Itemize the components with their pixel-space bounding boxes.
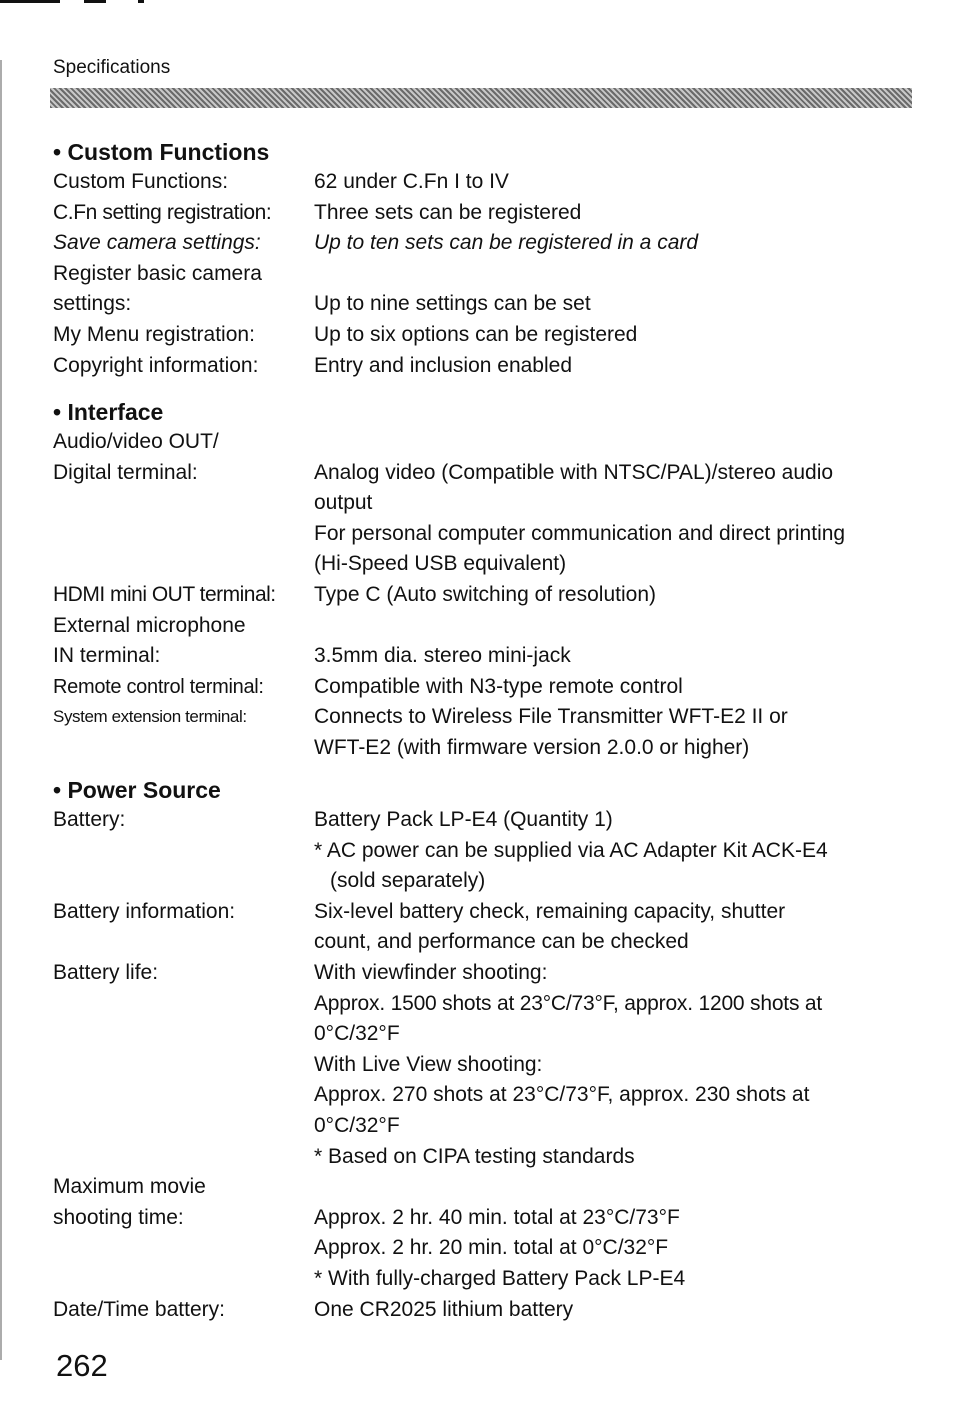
spec-row — [53, 458, 923, 489]
spec-label — [53, 733, 314, 764]
spec-row — [53, 733, 923, 764]
spec-value: With viewfinder shooting: — [314, 960, 548, 984]
scan-edge-mark — [0, 60, 2, 1360]
header-title: Specifications — [53, 57, 171, 78]
spec-row — [53, 1203, 923, 1234]
spec-row — [53, 927, 923, 958]
spec-value: For personal computer communication and direct printing — [314, 521, 846, 545]
spec-row — [53, 897, 923, 928]
section-custom-functions — [53, 137, 923, 381]
spec-value: Approx. 2 hr. 40 min. total at 23°C/73°F — [314, 1205, 680, 1229]
spec-value: Three sets can be registered — [314, 200, 582, 224]
spec-value: WFT-E2 (with firmware version 2.0.0 or higher) — [314, 735, 750, 759]
scan-edge-mark — [0, 0, 60, 3]
spec-value: (sold separately) — [330, 869, 486, 893]
header-divider-bar — [50, 88, 912, 108]
spec-value — [314, 259, 923, 290]
spec-label: Remote control terminal: — [53, 675, 264, 698]
spec-label: My Menu registration: — [53, 322, 255, 346]
spec-row — [53, 549, 923, 580]
spec-value: Up to six options can be registered — [314, 322, 638, 346]
section-title: • Power Source — [53, 777, 221, 803]
spec-row — [53, 1295, 923, 1326]
page-number: 262 — [56, 1348, 108, 1383]
spec-row — [53, 488, 923, 519]
spec-label: External microphone — [53, 613, 246, 637]
spec-value: Up to nine settings can be set — [314, 292, 591, 316]
spec-label — [53, 1050, 314, 1081]
spec-value: Connects to Wireless File Transmitter WFT-E2 II or — [314, 705, 788, 729]
spec-value: Approx. 270 shots at 23°C/73°F, approx. 230 shots at — [314, 1083, 810, 1107]
spec-row — [53, 672, 923, 703]
spec-label — [53, 1142, 314, 1173]
spec-row — [53, 198, 923, 229]
spec-label: System extension terminal: — [53, 707, 247, 727]
spec-row — [53, 989, 923, 1020]
spec-value: output — [314, 491, 373, 515]
spec-value: With Live View shooting: — [314, 1052, 543, 1076]
spec-label: Date/Time battery: — [53, 1297, 225, 1321]
spec-value: count, and performance can be checked — [314, 930, 689, 954]
spec-label — [53, 488, 314, 519]
spec-label — [53, 519, 314, 550]
spec-value: Approx. 1500 shots at 23°C/73°F, approx. 1200 shots at — [314, 991, 822, 1015]
scan-edge-mark — [84, 0, 106, 3]
spec-row — [53, 1111, 923, 1142]
spec-row — [53, 836, 923, 867]
section-title: • Custom Functions — [53, 139, 270, 165]
spec-label — [53, 927, 314, 958]
spec-value: Up to ten sets can be registered in a card — [314, 231, 699, 255]
spec-label — [53, 1080, 314, 1111]
spec-row — [53, 1233, 923, 1264]
scan-edge-mark — [138, 0, 144, 3]
spec-row — [53, 958, 923, 989]
spec-row — [53, 1019, 923, 1050]
spec-label: C.Fn setting registration: — [53, 200, 272, 224]
spec-row — [53, 320, 923, 351]
spec-label: Battery life: — [53, 960, 159, 984]
spec-value: 3.5mm dia. stereo mini-jack — [314, 644, 571, 668]
spec-value: * With fully-charged Battery Pack LP-E4 — [314, 1266, 686, 1290]
spec-label: Battery: — [53, 808, 126, 831]
spec-label: Custom Functions: — [53, 170, 229, 193]
spec-label — [53, 549, 314, 580]
spec-value — [314, 427, 923, 458]
section-power-source — [53, 775, 923, 1325]
spec-label: Save camera settings: — [53, 231, 261, 255]
spec-value: Approx. 2 hr. 20 min. total at 0°C/32°F — [314, 1236, 669, 1260]
spec-row — [53, 289, 923, 320]
spec-value — [314, 611, 923, 642]
spec-row — [53, 702, 923, 733]
spec-value: Compatible with N3-type remote control — [314, 674, 683, 698]
section-interface — [53, 397, 923, 764]
spec-row — [53, 1050, 923, 1081]
spec-label — [53, 836, 314, 867]
spec-value: One CR2025 lithium battery — [314, 1297, 574, 1321]
spec-row — [53, 427, 923, 458]
spec-label — [53, 1019, 314, 1050]
spec-value: Analog video (Compatible with NTSC/PAL)/stereo audio — [314, 460, 834, 484]
spec-value: (Hi-Speed USB equivalent) — [314, 552, 567, 576]
spec-row — [53, 1264, 923, 1295]
spec-row — [53, 1142, 923, 1173]
spec-row — [53, 519, 923, 550]
spec-value: Six-level battery check, remaining capacity, shutter — [314, 899, 786, 923]
spec-row — [53, 351, 923, 382]
spec-label — [53, 1264, 314, 1295]
spec-row — [53, 805, 923, 836]
spec-label: IN terminal: — [53, 644, 161, 668]
spec-value: Entry and inclusion enabled — [314, 353, 573, 377]
spec-value: 0°C/32°F — [314, 1113, 400, 1137]
spec-row — [53, 167, 923, 198]
spec-label: shooting time: — [53, 1205, 184, 1229]
spec-label — [53, 1233, 314, 1264]
spec-label — [53, 989, 314, 1020]
spec-row — [53, 641, 923, 672]
spec-row — [53, 228, 923, 259]
spec-value: * AC power can be supplied via AC Adapter Kit ACK-E4 — [314, 838, 828, 862]
spec-row — [53, 1080, 923, 1111]
spec-row — [53, 1172, 923, 1203]
spec-label: Copyright information: — [53, 353, 259, 377]
spec-label: HDMI mini OUT terminal: — [53, 582, 276, 606]
spec-label: Maximum movie — [53, 1175, 206, 1199]
spec-value: 62 under C.Fn I to IV — [314, 170, 509, 193]
spec-label: Register basic camera — [53, 261, 262, 285]
spec-label: Audio/video OUT/ — [53, 430, 219, 453]
spec-row — [53, 259, 923, 290]
spec-value: * Based on CIPA testing standards — [314, 1144, 635, 1168]
section-title: • Interface — [53, 399, 164, 425]
spec-row — [53, 866, 923, 897]
spec-label: Digital terminal: — [53, 460, 198, 484]
spec-label — [53, 866, 314, 897]
spec-value — [314, 1172, 923, 1203]
spec-label — [53, 1111, 314, 1142]
spec-value: Battery Pack LP-E4 (Quantity 1) — [314, 808, 613, 831]
spec-row — [53, 611, 923, 642]
spec-value: 0°C/32°F — [314, 1022, 400, 1046]
spec-value: Type C (Auto switching of resolution) — [314, 582, 656, 606]
spec-label: settings: — [53, 292, 132, 316]
spec-row — [53, 580, 923, 611]
spec-label: Battery information: — [53, 899, 236, 923]
